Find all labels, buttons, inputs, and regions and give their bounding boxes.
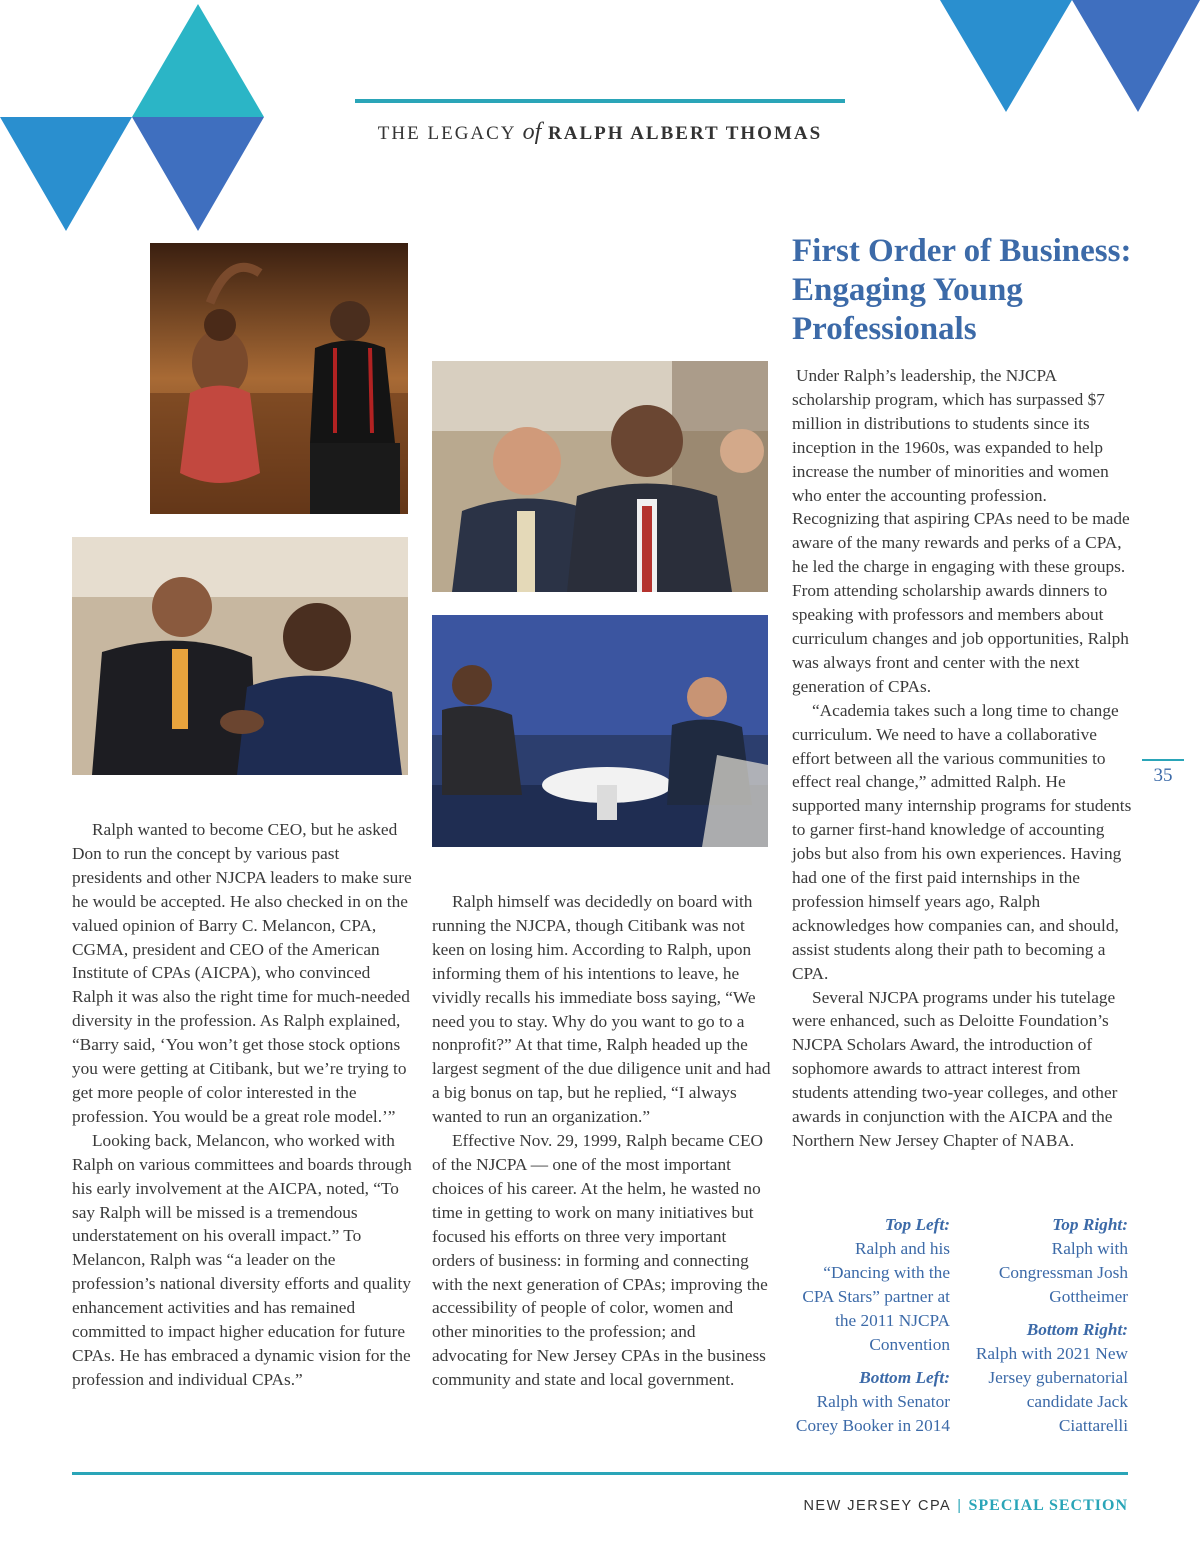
candidate-photo bbox=[432, 615, 768, 847]
caption-top-left bbox=[795, 1213, 950, 1357]
caption-bottom-right-text: Ralph with 2021 New Jersey gubernatorial candidate Jack Ciattarelli bbox=[975, 1344, 1128, 1435]
col1-paragraph-2: Looking back, Melancon, who worked with Ralph on various committees and boards through his early involvement at the AICPA, noted, “To say Ralph will be missed is a tremendous understatement on his overall impact.” To Melancon, Ralph was “a leader on the profession’s national diversity efforts and quality enhancement activities and has remained committed to impact higher education for future CPAs. He has embraced a dynamic vision for the profession and individual CPAs.” bbox=[72, 1130, 412, 1389]
caption-bottom-left bbox=[795, 1366, 950, 1438]
running-header bbox=[355, 119, 845, 146]
caption-bottom-right-title: Bottom Right: bbox=[1026, 1320, 1128, 1339]
congressman-photo bbox=[432, 361, 768, 592]
senator-photo bbox=[72, 537, 408, 775]
footer-section: SPECIAL SECTION bbox=[968, 1497, 1128, 1514]
header-title-of: of bbox=[522, 119, 542, 145]
footer-separator: | bbox=[957, 1498, 963, 1514]
article-column-2 bbox=[432, 890, 772, 1392]
caption-bottom-left-text: Ralph with Senator Corey Booker in 2014 bbox=[795, 1392, 950, 1435]
col2-paragraph-1: Ralph himself was decidedly on board with running the NJCPA, though Citibank was not keen on losing him. According to Ralph, upon informing them of his intentions to leave, he vividly recalls his immediate boss saying, “We need you to stay. Why do you want to go to a nonprofit?” At that time, Ralph headed up the largest segment of the due diligence unit and had a big bonus on tap, but he replied, “I always wanted to run an organization.” bbox=[432, 892, 771, 1127]
col2-paragraph-2: Effective Nov. 29, 1999, Ralph became CEO of the NJCPA — one of the most important choices of his career. At the helm, he wasted no time in getting to work on many initiatives but focused his efforts on three very important orders of business: in forming and connecting with the next generation of CPAs; improving the accessibility of people of color, women and other minorities to the profession; and advocating for New Jersey CPAs in the business community and state and local government. bbox=[432, 1131, 768, 1390]
footer-publication: NEW JERSEY CPA bbox=[803, 1498, 952, 1514]
caption-top-right-text: Ralph with Congressman Josh Gottheimer bbox=[998, 1239, 1128, 1306]
footer bbox=[803, 1497, 1128, 1515]
page-number-rule bbox=[1142, 759, 1184, 761]
captions-right bbox=[970, 1213, 1128, 1447]
section-heading: First Order of Business: Engaging Young Professionals bbox=[792, 233, 1132, 347]
col1-paragraph-1: Ralph wanted to become CEO, but he asked Don to run the concept by various past presidents and other NJCPA leaders to make sure he would be accepted. He also checked in on the valued opinion of Barry C. Melancon, CPA, CGMA, president and CEO of the American Institute of CPAs (AICPA), who convinced Ralph it was also the right time for much-needed diversity in the profession. As Ralph explained, “Barry said, ‘You won’t get those stock options you were getting at Citibank, but we’re trying to get more people of color interested in the profession. You would be a great role model.’” bbox=[72, 820, 412, 1126]
caption-top-right-title: Top Right: bbox=[1052, 1215, 1128, 1234]
caption-top-left-text: Ralph and his “Dancing with the CPA Stars” partner at the 2011 NJCPA Convention bbox=[802, 1239, 950, 1354]
header-title-name: RALPH ALBERT THOMAS bbox=[548, 123, 823, 144]
caption-top-left-title: Top Left: bbox=[884, 1215, 950, 1234]
caption-bottom-left-title: Bottom Left: bbox=[859, 1368, 950, 1387]
dancing-couple-photo bbox=[150, 243, 408, 514]
footer-rule bbox=[72, 1472, 1128, 1475]
col3-paragraph-3: Several NJCPA programs under his tutelage were enhanced, such as Deloitte Foundation’s NJCPA Scholars Award, the introduction of sophomore awards to attract interest from students attending two-year colleges, and other awards in conjunction with the AICPA and the Northern New Jersey Chapter of NABA. bbox=[792, 987, 1118, 1150]
caption-bottom-right bbox=[970, 1318, 1128, 1438]
header-rule bbox=[355, 99, 845, 103]
col3-paragraph-2: “Academia takes such a long time to change curriculum. We need to have a collaborative effort between all the various communities to effect real change,” admitted Ralph. He supported many internship programs for students to garner first-hand knowledge of accounting jobs but also from his own experiences. Having had one of the first paid internships in the profession himself years ago, Ralph acknowledges how companies can, and should, assist students along their path to becoming a CPA. bbox=[792, 700, 1132, 983]
captions-left bbox=[795, 1213, 950, 1447]
col3-paragraph-1: Under Ralph’s leadership, the NJCPA scholarship program, which has surpassed $7 million in distributions to students since its inception in the 1960s, was expanded to help increase the number of minorities and women who enter the accounting profession. Recognizing that aspiring CPAs need to be made aware of the many rewards and perks of a CPA, he led the charge in engaging with these groups. From attending scholarship awards dinners to speaking with professors and members about curriculum changes and job opportunities, Ralph was always front and center with the next generation of CPAs. bbox=[792, 366, 1130, 696]
caption-top-right bbox=[970, 1213, 1128, 1309]
header-title-pre: THE LEGACY bbox=[377, 123, 516, 144]
article-column-1 bbox=[72, 818, 412, 1392]
page-number: 35 bbox=[1153, 765, 1173, 786]
article-column-3 bbox=[792, 364, 1132, 1153]
